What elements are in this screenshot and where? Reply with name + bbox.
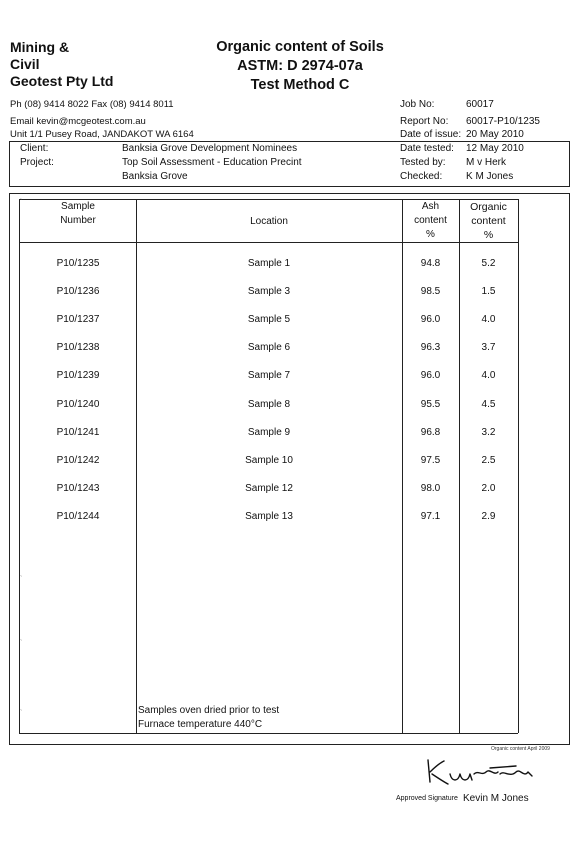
project-value: Top Soil Assessment - Education Precint [122, 157, 302, 168]
scan-mark: ` [20, 710, 23, 717]
date-tested-label: Date tested: [400, 143, 454, 154]
header-sample-line2: Number [60, 215, 96, 226]
header-sample [20, 200, 136, 228]
scan-mark: ` [20, 576, 23, 583]
cell-location: Sample 3 [247, 286, 291, 297]
header-sample-line1: Sample [61, 201, 95, 212]
cell-sample-number: P10/1235 [56, 258, 100, 269]
header-organic [459, 200, 518, 242]
form-reference: Organic content April 2009 [491, 746, 550, 752]
cell-sample-number: P10/1239 [56, 370, 100, 381]
cell-ash-content: 96.0 [420, 314, 441, 325]
handwritten-signature [420, 752, 550, 792]
header-ash-line1: Ash [421, 201, 440, 212]
header-ash-line3: % [426, 229, 435, 240]
checked-value: K M Jones [466, 171, 514, 182]
cell-ash-content: 95.5 [420, 399, 441, 410]
cell-location: Sample 9 [247, 427, 291, 438]
issue-date-label: Date of issue: [400, 129, 462, 140]
scan-mark: ` [20, 199, 23, 206]
date-tested-value: 12 May 2010 [466, 143, 524, 154]
cell-sample-number: P10/1236 [56, 286, 100, 297]
cell-organic-content: 4.5 [481, 399, 496, 410]
tested-by-label: Tested by: [400, 157, 446, 168]
report-title-line2: ASTM: D 2974-07a [237, 58, 363, 74]
tested-by-value: M v Herk [466, 157, 506, 168]
cell-organic-content: 3.7 [481, 342, 496, 353]
cell-location: Sample 7 [247, 370, 291, 381]
table-header-rule [19, 242, 518, 243]
cell-location: Sample 8 [247, 399, 291, 410]
scan-mark: ` [20, 640, 23, 647]
cell-organic-content: 2.9 [481, 511, 496, 522]
note-furnace-temp: Furnace temperature 440°C [138, 719, 263, 730]
client-label: Client: [20, 143, 49, 154]
cell-sample-number: P10/1244 [56, 511, 100, 522]
cell-organic-content: 3.2 [481, 427, 496, 438]
job-no-label: Job No: [400, 99, 435, 110]
report-no-value: 60017-P10/1235 [466, 116, 540, 127]
cell-sample-number: P10/1242 [56, 455, 100, 466]
col-divider-right [518, 199, 519, 733]
cell-location: Sample 1 [247, 258, 291, 269]
cell-organic-content: 4.0 [481, 370, 496, 381]
cell-ash-content: 97.1 [420, 511, 441, 522]
contact-email: Email kevin@mcgeotest.com.au [10, 116, 146, 127]
cell-sample-number: P10/1240 [56, 399, 100, 410]
cell-ash-content: 94.8 [420, 258, 441, 269]
cell-organic-content: 2.5 [481, 455, 496, 466]
cell-organic-content: 4.0 [481, 314, 496, 325]
job-no-value: 60017 [466, 99, 494, 110]
cell-location: Sample 13 [245, 511, 293, 522]
report-title-line1: Organic content of Soils [216, 39, 384, 55]
client-value: Banksia Grove Development Nominees [122, 143, 298, 154]
header-organic-line3: % [483, 229, 494, 241]
company-name-line3: Geotest Pty Ltd [10, 73, 114, 89]
contact-phone: Ph (08) 9414 8022 Fax (08) 9414 8011 [10, 99, 174, 110]
header-location: Location [250, 216, 288, 227]
cell-ash-content: 96.3 [420, 342, 441, 353]
cell-sample-number: P10/1237 [56, 314, 100, 325]
results-table [9, 193, 570, 745]
approved-signature-label: Approved Signature [396, 795, 458, 802]
cell-ash-content: 96.8 [420, 427, 441, 438]
company-name-line2: Civil [10, 56, 40, 72]
signer-name: Kevin M Jones [463, 793, 529, 804]
cell-sample-number: P10/1238 [56, 342, 100, 353]
report-no-label: Report No: [400, 116, 449, 127]
project-label: Project: [20, 157, 54, 168]
cell-organic-content: 1.5 [481, 286, 496, 297]
contact-address: Unit 1/1 Pusey Road, JANDAKOT WA 6164 [10, 129, 194, 140]
cell-location: Sample 6 [247, 342, 291, 353]
cell-ash-content: 97.5 [420, 455, 441, 466]
checked-label: Checked: [400, 171, 443, 182]
project-value-line2: Banksia Grove [122, 171, 188, 182]
cell-location: Sample 5 [247, 314, 291, 325]
cell-location: Sample 12 [245, 483, 293, 494]
issue-date-value: 20 May 2010 [466, 129, 524, 140]
table-inner-bottom [19, 733, 518, 734]
cell-ash-content: 98.5 [420, 286, 441, 297]
header-organic-line2: content [471, 215, 506, 227]
report-title-line3: Test Method C [250, 77, 350, 93]
note-oven-dried: Samples oven dried prior to test [138, 705, 280, 716]
company-name-line1: Mining & [10, 39, 70, 55]
cell-ash-content: 96.0 [420, 370, 441, 381]
header-organic-line1: Organic [470, 201, 507, 213]
cell-sample-number: P10/1241 [56, 427, 100, 438]
cell-organic-content: 2.0 [481, 483, 496, 494]
header-ash-line2: content [414, 215, 447, 226]
cell-ash-content: 98.0 [420, 483, 441, 494]
cell-location: Sample 10 [245, 455, 293, 466]
cell-sample-number: P10/1243 [56, 483, 100, 494]
cell-organic-content: 5.2 [481, 258, 496, 269]
header-ash [402, 200, 459, 242]
